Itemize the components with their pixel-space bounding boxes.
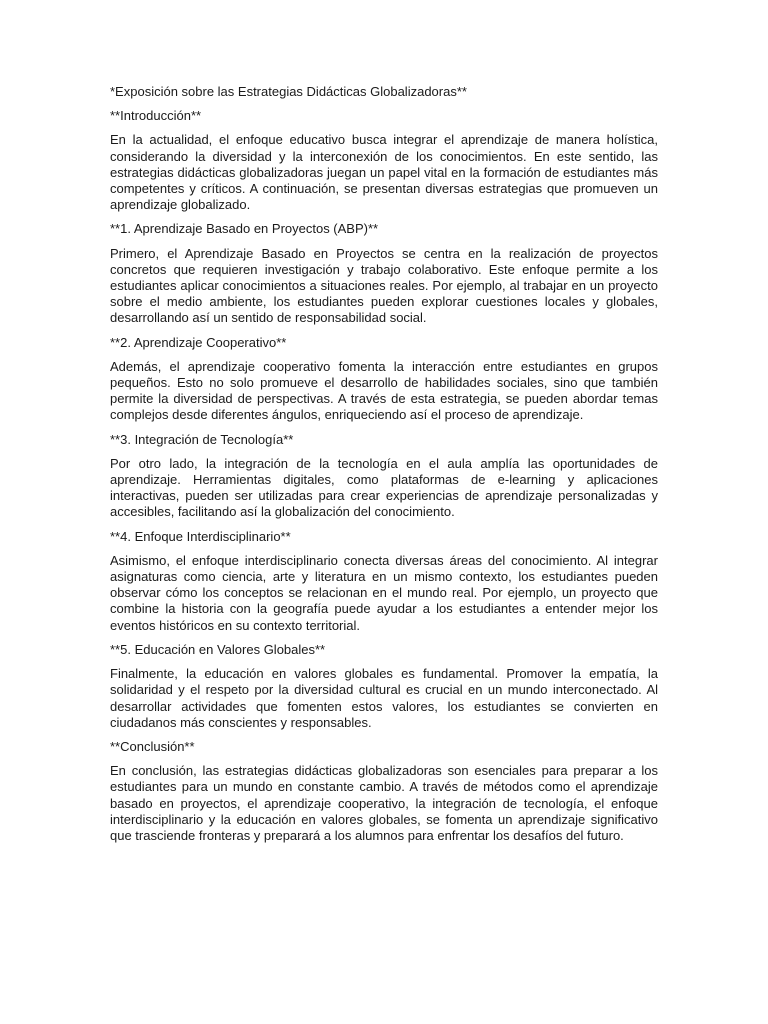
section-heading-valores: **5. Educación en Valores Globales** xyxy=(110,641,326,657)
section-paragraph-abp: Primero, el Aprendizaje Basado en Proyectos se centra en la realización de proyectos concretos que requieren investigación y trabajo colaborativo. Este enfoque permite a los estudiantes aplicar conocimientos a situaciones reales. Por ejemplo, al trabajar en un proyecto sobre el medio ambiente, los estudiantes pueden explorar cuestiones locales y globales, desarrollando así un sentido de responsabilidad social. xyxy=(110,245,658,326)
section-heading-introduccion: **Introducción** xyxy=(110,108,202,124)
section-paragraph-cooperativo: Además, el aprendizaje cooperativo fomenta la interacción entre estudiantes en grupos pequeños. Esto no solo promueve el desarrollo de habilidades sociales, sino que también permite la diversidad de perspectivas. A través de esta estrategia, se pueden abordar temas complejos desde diferentes ángulos, enriqueciendo así el proceso de aprendizaje. xyxy=(110,358,658,423)
section-paragraph-introduccion: En la actualidad, el enfoque educativo busca integrar el aprendizaje de manera holística, considerando la diversidad y la interconexión de los conocimientos. En este sentido, las estrategias didácticas globalizadoras juegan un papel vital en la formación de estudiantes más competentes y críticos. A continuación, se presentan diversas estrategias que promueven un aprendizaje globalizado. xyxy=(110,132,658,213)
document-body xyxy=(110,84,658,852)
section-paragraph-valores: Finalmente, la educación en valores globales es fundamental. Promover la empatía, la solidaridad y el respeto por la diversidad cultural es crucial en un mundo interconectado. Al desarrollar actividades que fomenten estos valores, los estudiantes se convierten en ciudadanos más conscientes y responsables. xyxy=(110,666,658,730)
section-heading-conclusion: **Conclusión** xyxy=(110,738,195,754)
document-title: *Exposición sobre las Estrategias Didácticas Globalizadoras** xyxy=(110,84,467,99)
section-heading-interdisciplinario: **4. Enfoque Interdisciplinario** xyxy=(110,528,291,544)
section-heading-cooperativo: **2. Aprendizaje Cooperativo** xyxy=(110,334,287,350)
section-paragraph-interdisciplinario: Asimismo, el enfoque interdisciplinario conecta diversas áreas del conocimiento. Al integrar asignaturas como ciencia, arte y literatura en un mismo contexto, los estudiantes pueden observar cómo los conceptos se relacionan en el mundo real. Por ejemplo, un proyecto que combine la historia con la geografía puede ayudar a los estudiantes a entender mejor los eventos históricos en su contexto territorial. xyxy=(110,552,658,633)
section-heading-abp: **1. Aprendizaje Basado en Proyectos (ABP)** xyxy=(110,221,379,237)
section-paragraph-conclusion: En conclusión, las estrategias didácticas globalizadoras son esenciales para preparar a los estudiantes para un mundo en constante cambio. A través de métodos como el aprendizaje basado en proyectos, el aprendizaje cooperativo, la integración de tecnología, el enfoque interdisciplinario y la educación en valores globales, se fomenta un aprendizaje significativo que trasciende fronteras y preparará a los alumnos para enfrentar los desafíos del futuro. xyxy=(110,763,658,843)
section-paragraph-tecnologia: Por otro lado, la integración de la tecnología en el aula amplía las oportunidades de aprendizaje. Herramientas digitales, como plataformas de e-learning y aplicaciones interactivas, pueden ser utilizadas para crear experiencias de aprendizaje personalizadas y accesibles, facilitando así la globalización del conocimiento. xyxy=(110,455,658,520)
section-heading-tecnologia: **3. Integración de Tecnología** xyxy=(110,431,294,447)
